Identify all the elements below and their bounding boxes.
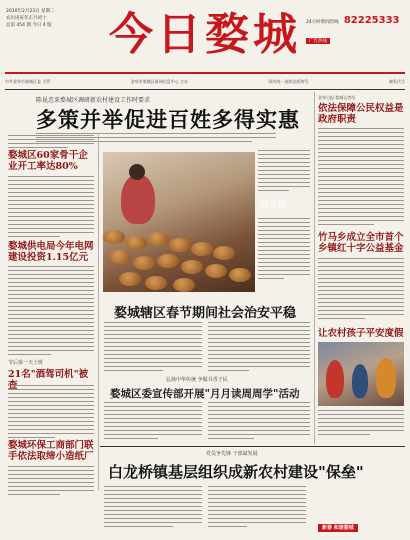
right-body-text (318, 128, 404, 228)
newspaper-logo (100, 5, 310, 67)
photo-caption-text (258, 218, 310, 282)
hotline-label: 24小时新闻热线 (306, 20, 339, 25)
photo-bread (157, 254, 179, 268)
hotline-number: 82225333 (343, 15, 400, 26)
lead-body-text (258, 150, 310, 194)
lead-headline: 多策并举促进百姓多得实惠 (36, 108, 300, 132)
children-photo (318, 342, 404, 406)
left-body-text (8, 176, 94, 240)
left-body-text (8, 266, 94, 358)
left-headline-3: 21名"酒驾司机"被 (8, 369, 89, 380)
info-item: 邮发代号 (388, 79, 405, 84)
photo-caption: 做年馃 (260, 201, 288, 211)
mid-headline-2: 婺城区委宣传部开展"月月读周周学"活动 (110, 388, 300, 400)
info-item: 中共金华市婺城区委 主管 (5, 79, 51, 84)
masthead-rule (5, 72, 405, 74)
mid-kicker-2: 弘扬中华传统 争做书香子民 (166, 377, 228, 383)
mid-body-text (104, 322, 202, 374)
mid-headline-1: 婺城辖区春节期间社会治安平稳 (114, 306, 297, 321)
left-body-text (8, 135, 94, 151)
logo-text: 今日婺城 (109, 9, 301, 60)
photo-bread (147, 232, 169, 246)
photo-bread (173, 278, 195, 292)
divider (5, 89, 405, 90)
mid-body-text (208, 322, 310, 374)
photo-bread (181, 260, 203, 274)
photo-bread (205, 264, 227, 278)
ad-tag: 广告热线 (306, 38, 330, 44)
mid-body-text (104, 402, 202, 442)
bottom-headline: 白龙桥镇基层组织成新农村建设"保垒" (108, 463, 364, 481)
main-photo (103, 152, 255, 292)
column-rule (314, 92, 315, 444)
right-headline-3: 让农村孩子平安度假 (318, 328, 404, 339)
masthead-date (6, 8, 92, 29)
right-headline-2: 竹马乡成立全市首个乡镇红十字公益基金 (318, 232, 404, 254)
left-kicker-3: 节后第一天上班 (8, 360, 44, 366)
date-line: 总第 454 期 今日 4 版 (6, 23, 52, 28)
date-line: 农历庚寅年正月初十 (6, 16, 47, 21)
right-headline-1: 依法保障公民权益是政府职责 (318, 103, 404, 125)
right-body-text (318, 410, 404, 438)
hotline-box (306, 8, 404, 46)
photo-figure-head (129, 164, 145, 180)
left-headline-4: 婺城环保工商部门联手依法取缔小造纸厂 (8, 440, 94, 462)
photo-bread (109, 250, 131, 264)
left-body-text (8, 385, 94, 441)
masthead-info-strip (5, 77, 405, 87)
bottom-body-text (104, 486, 202, 530)
photo-bread (213, 246, 235, 260)
info-item: 金华市婺城区新闻信息中心 主办 (130, 79, 189, 84)
bottom-kicker: 党员争先锋 干部谋发展 (206, 451, 258, 457)
photo-bread (125, 236, 147, 250)
photo-bread (103, 230, 125, 244)
footer-seal (318, 514, 358, 533)
left-headline-1: 婺城区60家骨干企业开工率达80% (8, 150, 88, 172)
photo-figure (121, 174, 155, 224)
lead-kicker: 陈昆忠来婺城区调研新农村建设工作时要求 (36, 97, 151, 104)
photo-figure (326, 360, 344, 398)
left-headline-2: 婺城供电局今年电网建设投资1.15亿元 (8, 241, 94, 263)
photo-figure (376, 358, 396, 398)
photo-bread (119, 272, 141, 286)
info-item: 国内统一连续出版物号 (268, 79, 309, 84)
date-line: 2010年2月23日 星期二 (6, 9, 55, 14)
photo-figure (352, 364, 368, 398)
photo-bread (133, 256, 155, 270)
seal-text: 新春 和谐婺城 (318, 524, 358, 532)
bottom-body-text (208, 486, 306, 530)
photo-bread (145, 276, 167, 290)
divider (100, 446, 405, 447)
right-kicker-1: 金华日报·婺城记者站 (318, 95, 356, 100)
photo-bread (229, 268, 251, 282)
photo-bread (191, 242, 213, 256)
left-body-text (8, 466, 94, 498)
photo-bread (169, 238, 191, 252)
mid-body-text (208, 402, 310, 442)
column-rule (98, 135, 99, 490)
right-body-text (318, 258, 404, 322)
